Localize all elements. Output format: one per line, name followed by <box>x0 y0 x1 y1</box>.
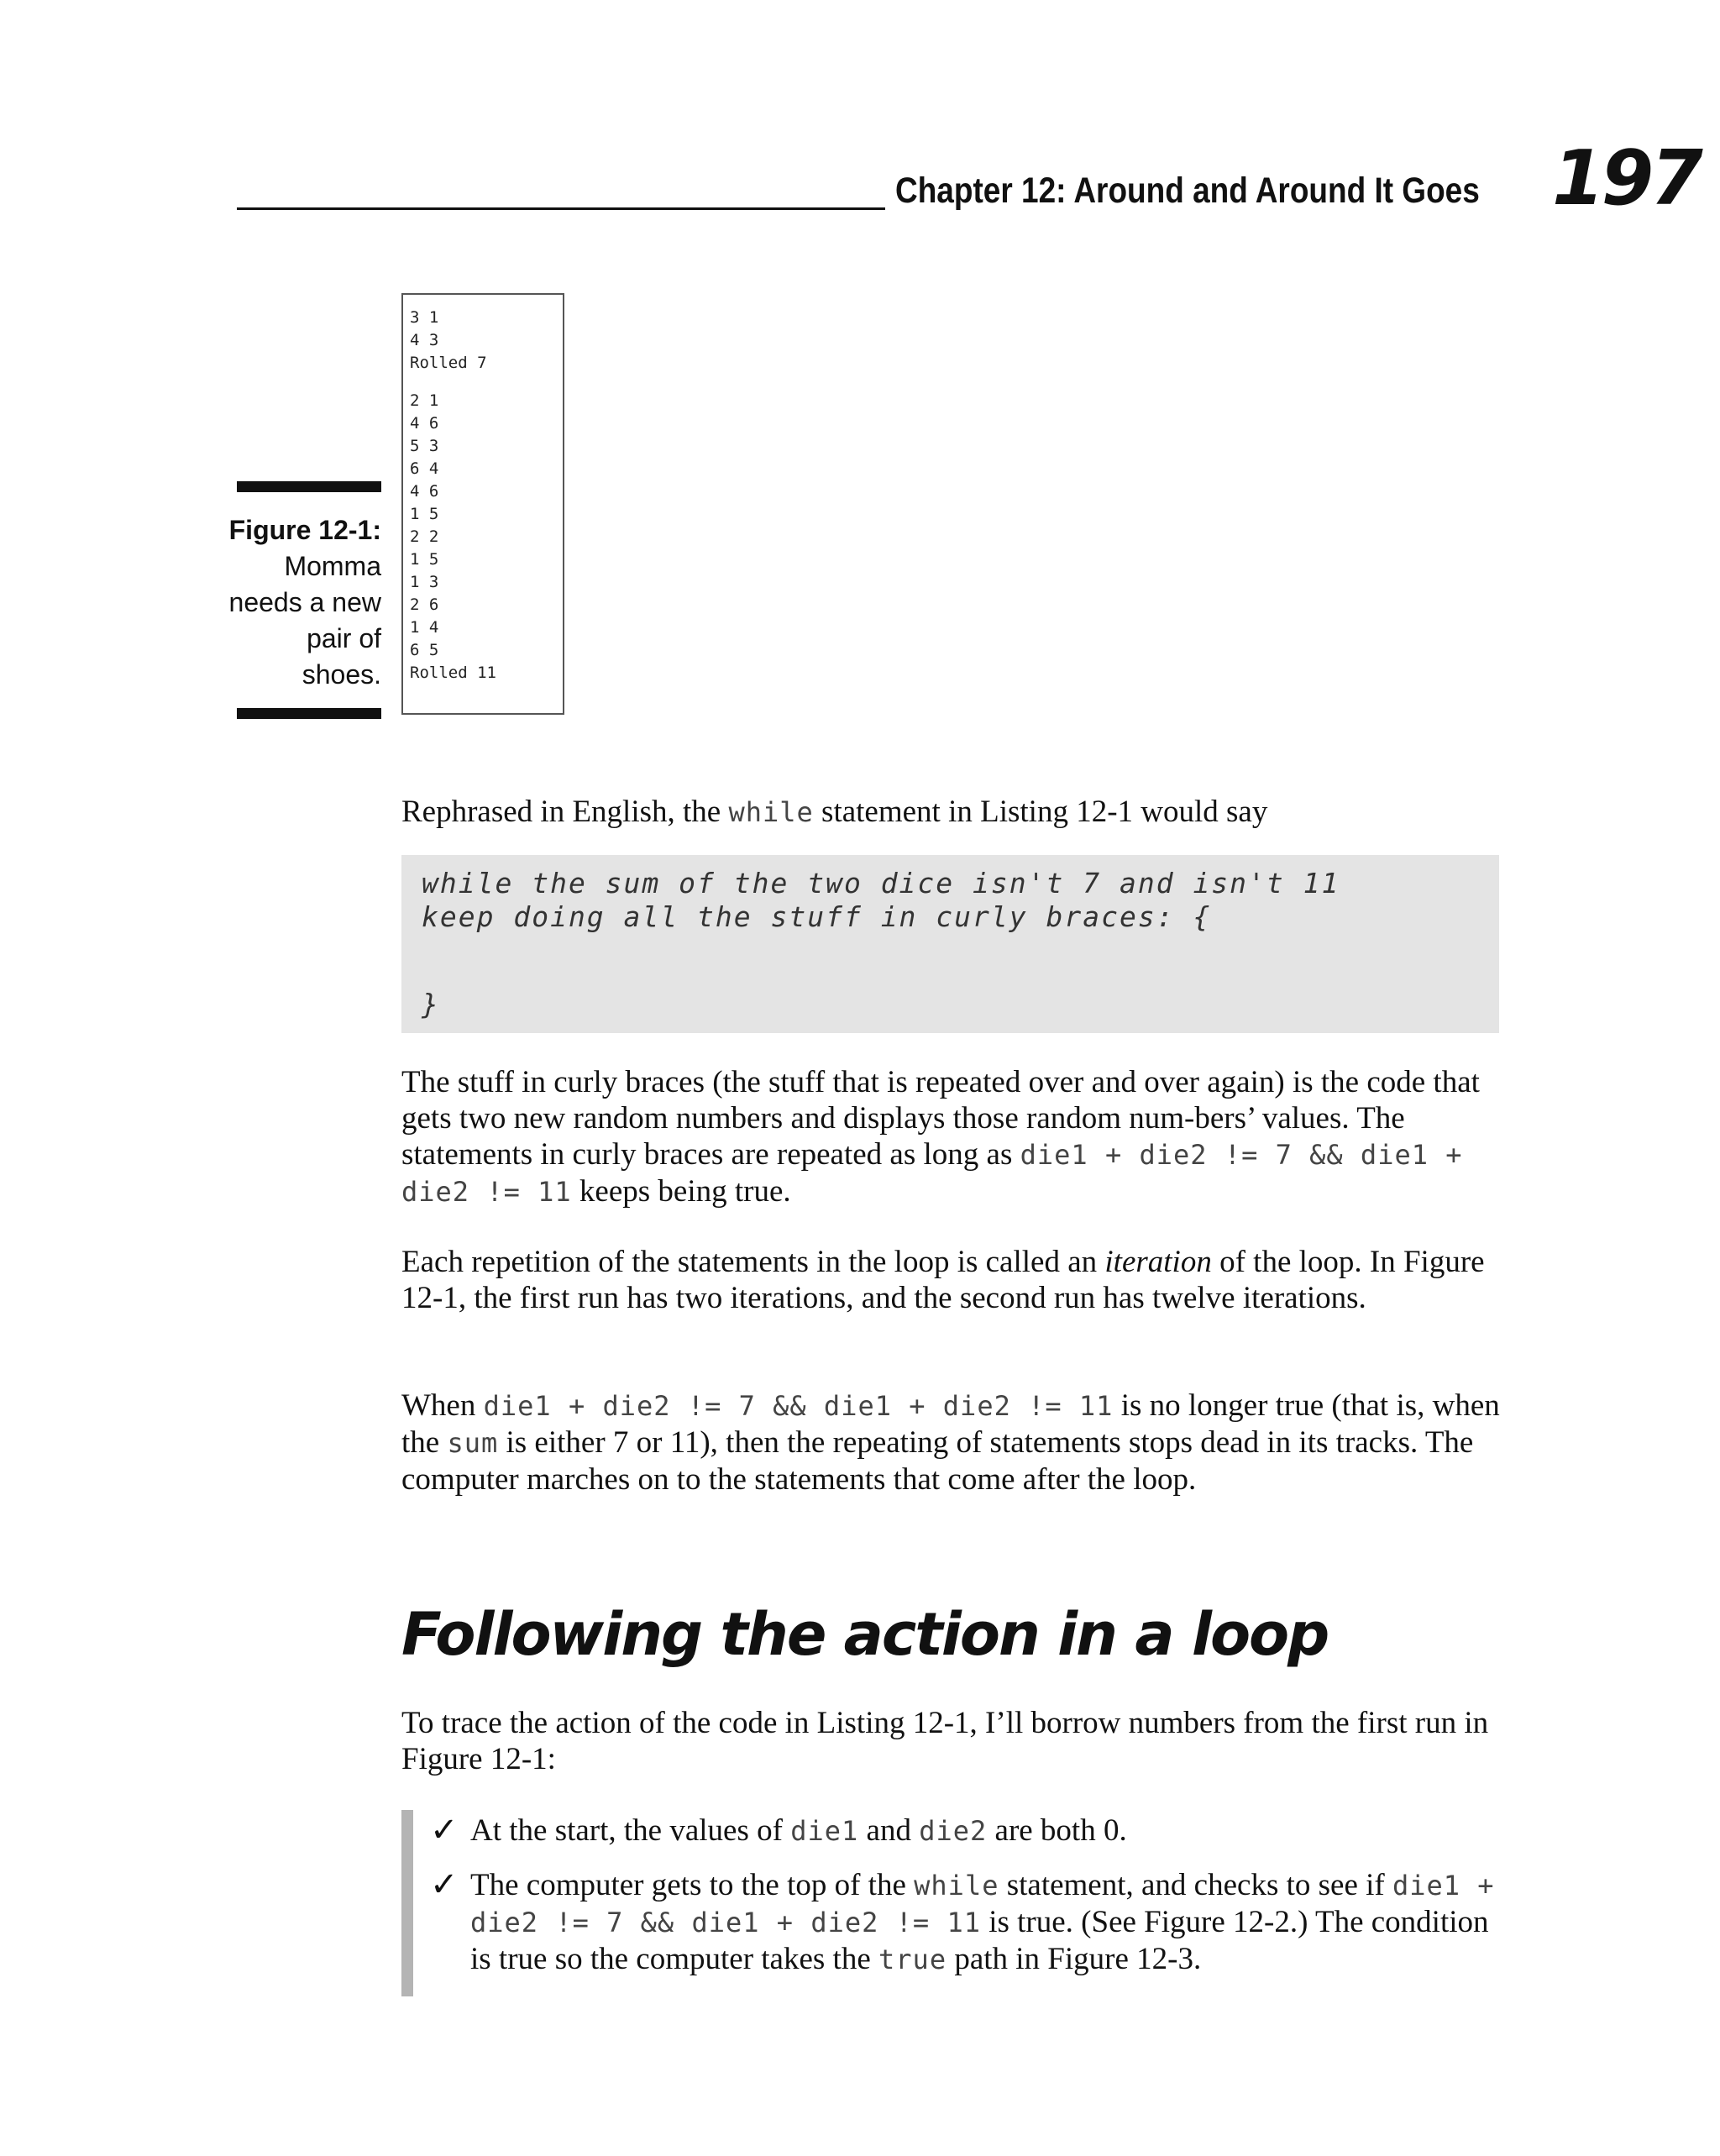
figure-caption-text: Momma needs a new pair of shoes. <box>228 551 381 690</box>
text-run: keeps being true. <box>571 1174 791 1209</box>
text-run: statement in Listing 12-1 would say <box>813 795 1268 829</box>
console-gap <box>410 375 563 390</box>
figure-top-bar <box>237 481 381 492</box>
checkmark-icon: ✓ <box>430 1811 459 1849</box>
list-side-bar <box>401 1810 413 1996</box>
inline-code: while <box>728 796 814 828</box>
inline-code: true <box>878 1944 947 1975</box>
list-item <box>470 1812 1503 1849</box>
paragraph-trace-intro <box>401 1705 1518 1777</box>
text-run: is true. (See Figure 12-2.) The condition is true so the computer takes the <box>470 1905 1489 1976</box>
inline-code: while <box>914 1870 999 1902</box>
console-line: 4 6 <box>410 482 439 501</box>
console-line: 2 1 <box>410 391 439 410</box>
figure-bottom-bar <box>237 708 381 719</box>
text-run: Each repetition of the statements in the loop is called an <box>401 1245 1105 1279</box>
console-line: 1 5 <box>410 550 439 569</box>
code-line: keep doing all the stuff in curly braces: { <box>422 900 1212 933</box>
text-run: To trace the action of the code in Listing 12-1, I’ll borrow numbers from the first run in Figure 12-1: <box>401 1706 1489 1776</box>
paragraph-intro <box>401 794 1518 831</box>
console-line: 1 3 <box>410 573 439 591</box>
list-item <box>470 1867 1503 1978</box>
console-line: 5 3 <box>410 437 439 455</box>
console-line: 2 2 <box>410 527 439 546</box>
console-result-line: Rolled 7 <box>410 354 487 372</box>
running-head-title: Chapter 12: Around and Around It Goes <box>895 170 1480 211</box>
text-run: When <box>401 1388 484 1423</box>
text-run: The computer gets to the top of the <box>470 1868 915 1902</box>
text-run: Rephrased in English, the <box>401 795 729 829</box>
inline-code: die2 <box>919 1815 988 1847</box>
inline-code: die1 <box>790 1815 859 1847</box>
console-line: 1 4 <box>410 618 439 637</box>
console-result-line: Rolled 11 <box>410 664 496 682</box>
text-run: At the start, the values of <box>470 1813 791 1848</box>
figure-caption <box>220 512 381 693</box>
code-block <box>401 855 1499 1033</box>
text-run: of the loop. In Figure 12-1, the first run has two iterations, and the second run has twelve iterations. <box>401 1245 1485 1315</box>
figure-label: Figure 12-1: <box>228 515 381 545</box>
console-line: 2 6 <box>410 595 439 614</box>
console-line: 4 3 <box>410 331 439 349</box>
console-line: 1 5 <box>410 505 439 523</box>
text-run: is either 7 or 11), then the repeating of statements stops dead in its tracks. The computer marches on to the statements that come after the loop. <box>401 1425 1474 1497</box>
page-number: 197 <box>1552 134 1700 223</box>
paragraph-loop-end <box>401 1387 1518 1498</box>
code-line: } <box>422 988 440 1020</box>
inline-code: die1 + die2 != 7 && die1 + die2 != 11 <box>483 1390 1114 1422</box>
inline-code: die1 + die2 != 7 && die1 + die2 != 11 <box>470 1870 1495 1938</box>
text-run: path in Figure 12-3. <box>947 1942 1202 1976</box>
inline-code: sum <box>447 1427 499 1459</box>
inline-code: die1 + die2 != 7 && die1 + die2 != 11 <box>401 1139 1463 1208</box>
text-run: and <box>858 1813 920 1848</box>
text-run: is no longer true (that is, when the <box>401 1388 1500 1460</box>
text-run: are both 0. <box>987 1813 1127 1848</box>
console-line: 6 4 <box>410 459 439 478</box>
checkmark-icon: ✓ <box>430 1865 459 1904</box>
code-line: while the sum of the two dice isn't 7 and isn't 11 <box>422 867 1340 900</box>
emphasis: iteration <box>1104 1245 1212 1279</box>
text-run: The stuff in curly braces (the stuff that is repeated over and over again) is the code that gets two new random numbers and displays those random num-bers’ values. The statements in curly braces are repeated as long as <box>401 1065 1480 1172</box>
console-line: 4 6 <box>410 414 439 433</box>
paragraph-iteration <box>401 1244 1518 1316</box>
paragraph-curly-braces <box>401 1064 1518 1210</box>
section-heading: Following the action in a loop <box>401 1600 1329 1669</box>
text-run: statement, and checks to see if <box>999 1868 1392 1902</box>
console-output <box>401 293 564 715</box>
header-rule <box>237 207 885 210</box>
console-line: 3 1 <box>410 308 439 327</box>
console-line: 6 5 <box>410 641 439 659</box>
